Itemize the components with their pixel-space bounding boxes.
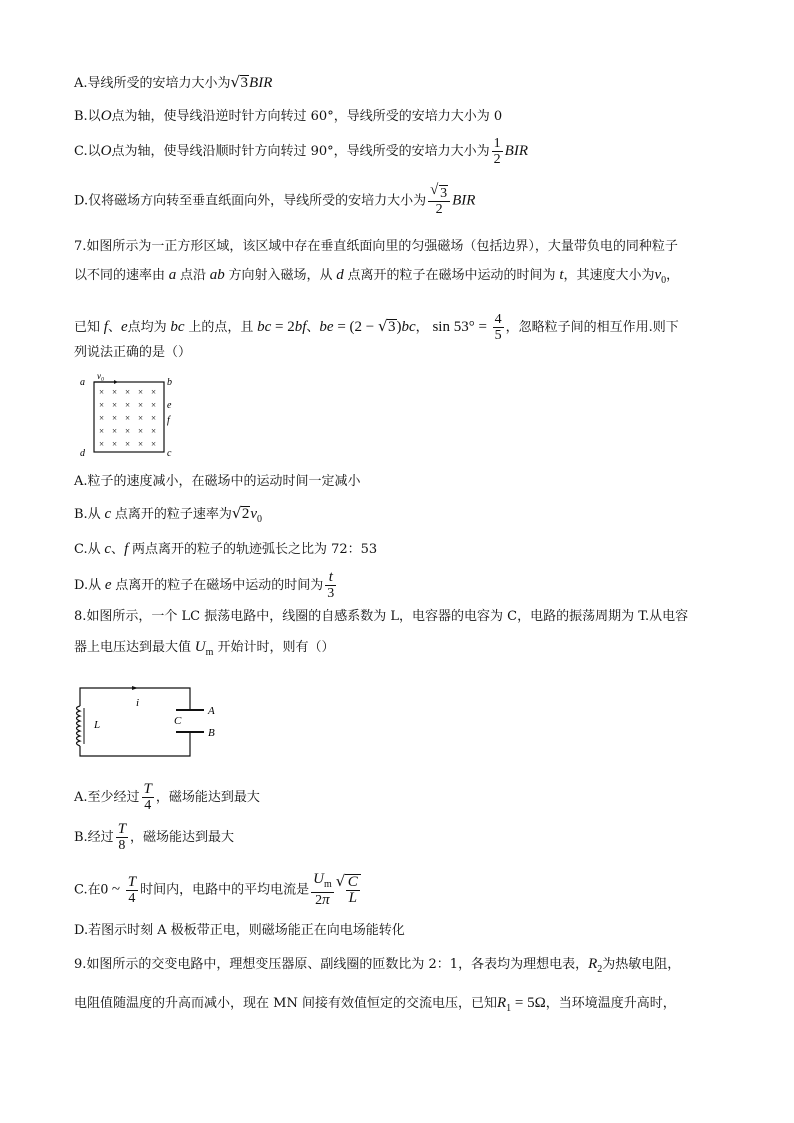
- field-cross: ×: [112, 413, 118, 423]
- q7-option-c: C.从 c、f 两点离开的粒子的轨迹弧长之比为 72：53: [74, 541, 378, 557]
- top-wire: [80, 688, 190, 706]
- corner-c-label: c: [167, 448, 172, 458]
- q7-stem-line2: 以不同的速率由 a 点沿 ab 方向射入磁场，从 d 点离开的粒子在磁场中运动的时间为 t，其速度大小为$v_0$，: [74, 267, 680, 286]
- corner-a-label: a: [80, 377, 85, 388]
- field-cross: ×: [151, 413, 157, 423]
- field-cross: ×: [138, 413, 144, 423]
- field-cross: ×: [99, 439, 105, 449]
- q6-option-a: A.导线所受的安培力大小为 √ 3BIR: [74, 73, 273, 91]
- field-cross: ×: [112, 439, 118, 449]
- q7-option-d: D.从 e 点离开的粒子在磁场中运动的时间为 $\frac{t}{3}$: [74, 569, 335, 601]
- field-cross: ×: [112, 400, 118, 410]
- field-cross: ×: [125, 413, 131, 423]
- q8-lc-circuit-figure: [62, 676, 222, 766]
- q7-stem-line3: 已知 f、e点均为 bc 上的点，且 bc = 2bf、be = (2 − √ 3)bc， sin 53° = $\frac{4}{5}$ ，忽略粒子间的相互作用.则下: [74, 312, 679, 343]
- field-cross: ×: [151, 439, 157, 449]
- q8-option-c: C.在0 ~ $\frac{T}{4}$ 时间内，电路中的平均电流是 $\frac{U_m}{2\pi}$ √ $\frac{C}{L}$: [74, 872, 361, 908]
- field-cross: ×: [138, 400, 144, 410]
- field-cross: ×: [151, 387, 157, 397]
- q9-stem-line2: 电阻值随温度的升高而减小，现在 MN 间接有效值恒定的交流电压，已知$R_1 = 5\Omega$，当环境温度升高时，: [74, 995, 676, 1014]
- q6-option-d: D.仅将磁场方向转至垂直纸面向外，导线所受的安培力大小为 √ 3 2 BIR: [74, 182, 476, 217]
- q8-stem-line1: 8.如图所示，一个 LC 振荡电路中，线圈的自感系数为 L，电容器的电容为 C，电路的振荡周期为 T.从电容: [74, 609, 689, 624]
- corner-b-label: b: [167, 377, 172, 388]
- field-cross: ×: [138, 387, 144, 397]
- field-cross: ×: [125, 387, 131, 397]
- q8-option-d: D.若图示时刻 A 极板带正电，则磁场能正在向电场能转化: [74, 923, 405, 938]
- plate-a-label: A: [208, 705, 215, 717]
- field-cross: ×: [138, 439, 144, 449]
- v0-label: v₀: [97, 371, 105, 381]
- point-e-label: e: [167, 400, 172, 411]
- field-cross: ×: [125, 439, 131, 449]
- plate-b-label: B: [208, 727, 215, 739]
- field-cross: ×: [99, 413, 105, 423]
- capacitor-label: C: [174, 715, 182, 727]
- q9-stem-line1: 9.如图所示的交变电路中，理想变压器原、副线圈的匝数比为 2：1，各表均为理想电表，$R_2$为热敏电阻，: [74, 956, 681, 975]
- field-cross: ×: [125, 400, 131, 410]
- magnetic-field-crosses: [99, 387, 156, 449]
- field-cross: ×: [151, 400, 157, 410]
- q7-option-b: B.从 c 点离开的粒子速率为 √ $2v_0$: [74, 504, 263, 525]
- current-label: i: [136, 697, 140, 709]
- field-cross: ×: [151, 426, 157, 436]
- inductor-coil: [77, 706, 81, 746]
- field-cross: ×: [99, 400, 105, 410]
- arrow-head: [114, 380, 118, 384]
- field-cross: ×: [112, 426, 118, 436]
- q8-option-b: B.经过 $\frac{T}{8}$ ，磁场能达到最大: [74, 821, 235, 853]
- field-cross: ×: [125, 426, 131, 436]
- current-arrow: [132, 686, 138, 690]
- field-cross: ×: [99, 426, 105, 436]
- corner-d-label: d: [80, 448, 85, 458]
- q8-stem-line2: 器上电压达到最大值 $U_m$ 开始计时，则有（）: [74, 639, 335, 658]
- q6-option-b: B.以O点为轴，使导线沿逆时针方向转过 60°，导线所受的安培力大小为 0: [74, 108, 503, 124]
- q7-stem-line4: 列说法正确的是（）: [74, 345, 192, 360]
- q7-stem-line1: 7.如图所示为一正方形区域，该区域中存在垂直纸面向里的匀强磁场（包括边界），大量带负电的同种粒子: [74, 239, 678, 254]
- q7-square-field-figure: [74, 370, 184, 458]
- q6-option-c: C.以O点为轴，使导线沿顺时针方向转过 90°，导线所受的安培力大小为 $\frac{1}{2}$ BIR: [74, 136, 528, 167]
- q7-option-a: A.粒子的速度减小，在磁场中的运动时间一定减小: [74, 474, 361, 489]
- field-cross: ×: [99, 387, 105, 397]
- q8-option-a: A.至少经过 $\frac{T}{4}$ ，磁场能达到最大: [74, 781, 260, 813]
- bottom-wire: [80, 736, 190, 756]
- field-cross: ×: [112, 387, 118, 397]
- field-cross: ×: [138, 426, 144, 436]
- inductor-label: L: [94, 719, 101, 731]
- point-f-label: f: [167, 415, 170, 426]
